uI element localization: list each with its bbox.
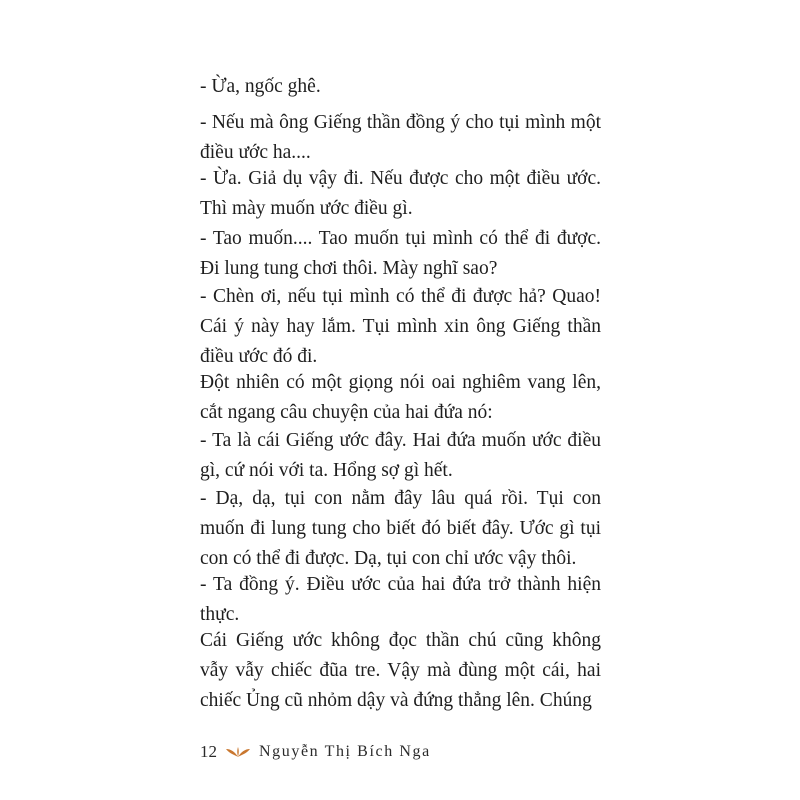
leaf-ornament-icon — [225, 745, 251, 759]
page-footer — [200, 737, 431, 767]
paragraph-4: - Tao muốn.... Tao muốn tụi mình có thể đi được. Đi lung tung chơi thôi. Mày nghĩ sao? — [200, 228, 601, 279]
paragraph-1: - Ừa, ngốc ghê. — [200, 76, 321, 97]
author-name: Nguyễn Thị Bích Nga — [259, 743, 431, 760]
paragraph-10: Cái Giếng ước không đọc thần chú cũng không vẫy vẫy chiếc đũa tre. Vậy mà đùng một cái, hai chiếc Ủng cũ nhỏm dậy và đứng thẳng lên. Chúng — [200, 630, 601, 711]
paragraph-3: - Ừa. Giả dụ vậy đi. Nếu được cho một điều ước. Thì mày muốn ước điều gì. — [200, 168, 601, 219]
paragraph-6: Đột nhiên có một giọng nói oai nghiêm vang lên, cắt ngang câu chuyện của hai đứa nó: — [200, 372, 601, 423]
paragraph-5: - Chèn ơi, nếu tụi mình có thể đi được hả? Quao! Cái ý này hay lắm. Tụi mình xin ông Giếng thần điều ước đó đi. — [200, 286, 601, 367]
page-number: 12 — [200, 742, 217, 761]
paragraph-9: - Ta đồng ý. Điều ước của hai đứa trở thành hiện thực. — [200, 574, 601, 625]
paragraph-8: - Dạ, dạ, tụi con nằm đây lâu quá rồi. Tụi con muốn đi lung tung cho biết đó biết đây. Ước gì tụi con có thể đi được. Dạ, tụi con chỉ ước vậy thôi. — [200, 488, 601, 569]
paragraph-2: - Nếu mà ông Giếng thần đồng ý cho tụi mình một điều ước ha.... — [200, 112, 601, 163]
paragraph-7: - Ta là cái Giếng ước đây. Hai đứa muốn ước điều gì, cứ nói với ta. Hổng sợ gì hết. — [200, 430, 601, 481]
